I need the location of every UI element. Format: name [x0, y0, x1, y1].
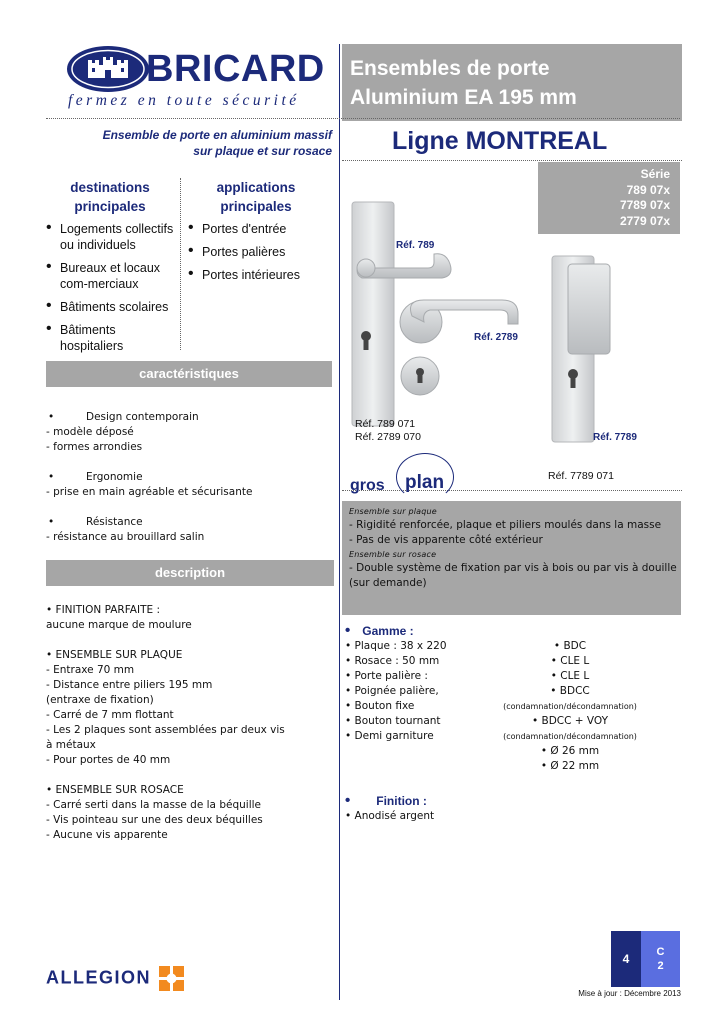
product-subtitle [46, 127, 332, 159]
caracteristique-title: Ergonomie [86, 471, 143, 483]
bricard-logo [66, 42, 325, 112]
caracteristique-line: - formes arrondies [46, 441, 143, 453]
caracteristique-heading [46, 470, 336, 485]
gros-plan-box [342, 501, 681, 615]
serie-label: Série [640, 167, 670, 181]
applications-heading: applications principales [216, 180, 296, 214]
page-header [342, 44, 682, 121]
column-divider [339, 44, 340, 1000]
serie-item: 2779 07x [619, 213, 670, 228]
description-line: à métaux [46, 739, 96, 751]
fixed-knob-7789 [568, 264, 610, 354]
spacer [46, 500, 336, 515]
serie-item: 789 07x [626, 182, 670, 197]
destination-item: • Bâtiments scolaires [46, 299, 181, 315]
gamme-left-item: • Poignée palière, [345, 685, 439, 697]
plaque-line: - Rigidité renforcée, plaque et piliers moulés dans la masse [349, 519, 662, 531]
description-line: - Pour portes de 40 mm [46, 754, 171, 766]
description-band: description [46, 560, 334, 586]
gamme-right-item: • BDC [553, 640, 587, 652]
description-line [46, 633, 336, 648]
allegion-mark-icon [157, 964, 187, 992]
application-item: • Portes intérieures [188, 267, 334, 283]
description-line: - Entraxe 70 mm [46, 664, 135, 676]
description-line: • FINITION PARFAITE : [46, 604, 161, 616]
ref-caption-left: Réf. 789 071 Réf. 2789 070 [355, 418, 421, 443]
plaque-heading: Ensemble sur plaque [349, 507, 437, 516]
gamme-left-item: • Bouton fixe [345, 700, 415, 712]
description-line: • ENSEMBLE SUR PLAQUE [46, 649, 183, 661]
gamme-left-item: • Porte palière : [345, 670, 428, 682]
header-line-2: Aluminium EA 195 mm [350, 86, 577, 109]
description-line: - Carré serti dans la masse de la béquille [46, 799, 261, 811]
caracteristiques-body [46, 410, 336, 545]
caracteristique-line: - résistance au brouillard salin [46, 531, 205, 543]
description-line: - Vis pointeau sur une des deux béquilles [46, 814, 263, 826]
gamme-left-item: • Demi garniture [345, 730, 434, 742]
description-line: aucune marque de moulure [46, 619, 192, 631]
plate-789 [352, 202, 394, 426]
description-line: - Distance entre piliers 195 mm [46, 679, 213, 691]
gros-plan-title [349, 452, 459, 500]
description-line: (entraxe de fixation) [46, 694, 154, 706]
rosace-line: - Double système de fixation par vis à bois ou par vis à douille [349, 562, 677, 574]
serie-item: 7789 07x [619, 198, 670, 212]
gamme-right-item: (condamnation/décondamnation) [503, 702, 637, 711]
gamme-left-item: • Bouton tournant [345, 715, 441, 727]
top-dotted-rule [46, 118, 680, 119]
description-body [46, 603, 336, 843]
destination-item: • Bâtiments hospitaliers [46, 322, 181, 354]
description-line [46, 768, 336, 783]
caracteristique-title: Design contemporain [86, 411, 199, 423]
description-line: - Carré de 7 mm flottant [46, 709, 174, 721]
brand-name: BRICARD [146, 48, 325, 90]
allegion-wordmark: ALLEGION [46, 967, 151, 988]
caracteristique-line: - prise en main agréable et sécurisante [46, 486, 253, 498]
section-code: C 2 [641, 931, 680, 987]
ref-caption-right: Réf. 7789 071 [548, 470, 614, 482]
gamme-right-item: • BDCC [550, 685, 590, 697]
caracteristique-line: - modèle déposé [46, 426, 134, 438]
description-line: - Aucune vis apparente [46, 829, 168, 841]
product-illustration [342, 196, 672, 452]
destination-item: • Logements collectifs ou individuels [46, 221, 181, 253]
castle-emblem-icon [66, 44, 150, 94]
destination-item: • Bureaux et locaux com-merciaux [46, 260, 181, 292]
caracteristique-heading [46, 515, 336, 530]
gamme-right-item: • CLE L [550, 655, 590, 667]
destinations-list [46, 221, 181, 361]
gamme-right-item: (condamnation/décondamnation) [503, 732, 637, 741]
gamme-right-item: • Ø 22 mm [540, 760, 600, 772]
description-line: • ENSEMBLE SUR ROSACE [46, 784, 184, 796]
caracteristique-heading [46, 410, 336, 425]
allegion-logo [46, 964, 187, 994]
rosace-heading: Ensemble sur rosace [349, 550, 437, 559]
destinations-heading: destinations principales [70, 180, 150, 214]
applications-list [188, 221, 334, 290]
update-date: Mise à jour : Décembre 2013 [578, 989, 681, 998]
caracteristique-title: Résistance [86, 516, 143, 528]
spacer [46, 455, 336, 470]
subtitle-line-2: sur plaque et sur rosace [193, 144, 332, 158]
bullet-icon: • [48, 471, 55, 483]
ref-tag-7789: Réf. 7789 [593, 432, 637, 443]
ref-tag-789: Réf. 789 [396, 240, 435, 251]
description-line: - Les 2 plaques sont assemblées par deux vis [46, 724, 285, 736]
gamme-heading: • Gamme : [345, 622, 414, 639]
title-dotted-rule [342, 160, 682, 161]
gamme-left-item: • Plaque : 38 x 220 [345, 640, 447, 652]
subtitle-line-1: Ensemble de porte en aluminium massif [102, 128, 332, 142]
application-item: • Portes d'entrée [188, 221, 334, 237]
gamme-right-item: • CLE L [550, 670, 590, 682]
gamme-right-item: • Ø 26 mm [540, 745, 600, 757]
page-number: 4 [611, 931, 641, 987]
bullet-icon: • [48, 516, 55, 528]
caracteristiques-band: caractéristiques [46, 361, 332, 387]
header-line-1: Ensembles de porte [350, 57, 550, 80]
gamme-left-item: • Rosace : 50 mm [345, 655, 440, 667]
bullet-icon: • [48, 411, 55, 423]
plaque-line: - Pas de vis apparente côté extérieur [349, 534, 543, 546]
application-item: • Portes palières [188, 244, 334, 260]
finition-item: • Anodisé argent [345, 810, 435, 822]
gros-word: gros [350, 477, 385, 494]
brand-tagline: fermez en toute sécurité [68, 92, 300, 109]
gamme-right-item: • BDCC + VOY [531, 715, 609, 727]
gamme-right-list [470, 639, 670, 774]
ref-tag-2789: Réf. 2789 [474, 332, 518, 343]
finition-list [345, 809, 434, 824]
plan-word: plan [405, 472, 445, 493]
product-line-title: Ligne MONTREAL [392, 127, 608, 155]
rosace-line: (sur demande) [349, 577, 427, 589]
finition-heading: • Finition : [345, 792, 427, 809]
